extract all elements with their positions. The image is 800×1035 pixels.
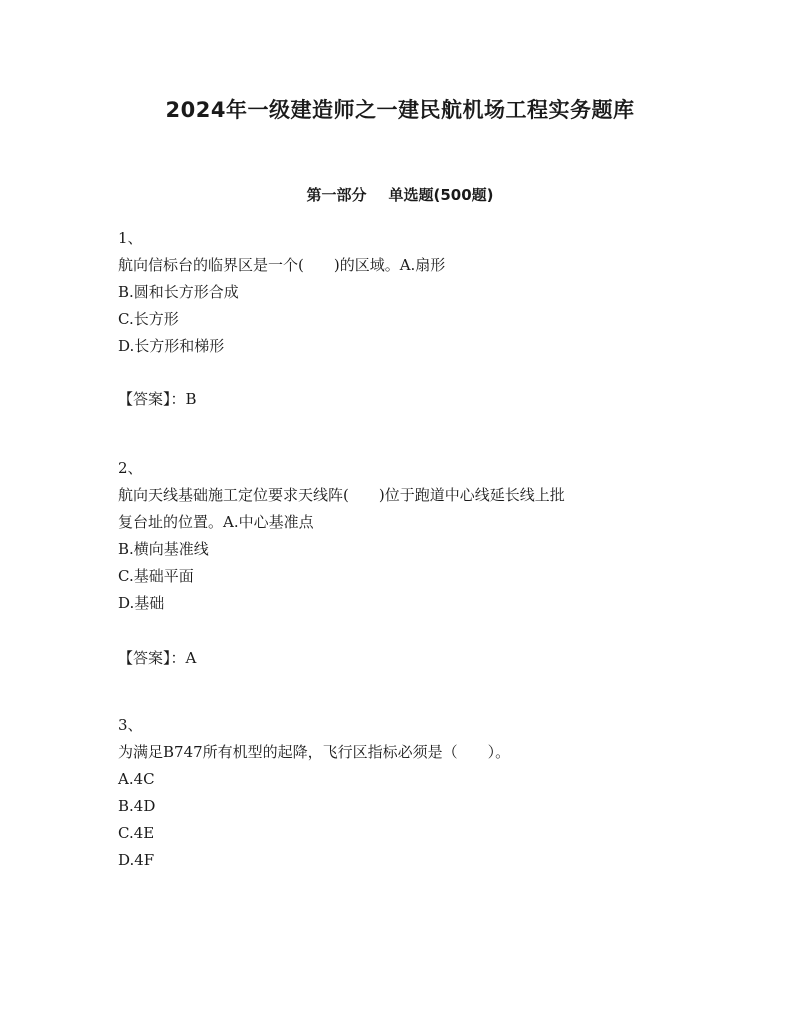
answer-label: 【答案】： xyxy=(118,390,186,408)
section-part: 第一部分 xyxy=(306,186,367,204)
option-d: D.4F xyxy=(118,851,155,869)
answer-2 xyxy=(118,645,196,672)
question-1 xyxy=(118,225,688,360)
question-3 xyxy=(118,712,688,874)
question-number: 1、 xyxy=(118,229,143,247)
option-b: B.4D xyxy=(118,797,156,815)
question-stem: 为满足B747所有机型的起降，飞行区指标必须是（ ）。 xyxy=(118,743,511,761)
question-2 xyxy=(118,455,688,617)
question-number: 2、 xyxy=(118,459,143,477)
option-c: C.长方形 xyxy=(118,310,179,328)
section-name: 单选题(500题) xyxy=(388,186,494,204)
answer-value: B xyxy=(185,390,197,408)
option-d: D.长方形和梯形 xyxy=(118,337,225,355)
option-b: B.横向基准线 xyxy=(118,540,209,558)
question-number: 3、 xyxy=(118,716,143,734)
option-b: B.圆和长方形合成 xyxy=(118,283,239,301)
answer-value: A xyxy=(185,649,197,667)
option-a: A.4C xyxy=(118,770,155,788)
answer-1 xyxy=(118,386,197,413)
question-stem-line-1: 航向天线基础施工定位要求天线阵( )位于跑道中心线延长线上批 xyxy=(118,486,565,504)
option-d: D.基础 xyxy=(118,594,165,612)
question-stem: 航向信标台的临界区是一个( )的区域。A.扇形 xyxy=(118,256,446,274)
section-heading xyxy=(0,184,800,205)
answer-label: 【答案】： xyxy=(118,649,186,667)
question-stem-line-2: 复台址的位置。A.中心基准点 xyxy=(118,513,314,531)
option-c: C.基础平面 xyxy=(118,567,194,585)
page-title: 2024年一级建造师之一建民航机场工程实务题库 xyxy=(165,98,635,122)
option-c: C.4E xyxy=(118,824,155,842)
